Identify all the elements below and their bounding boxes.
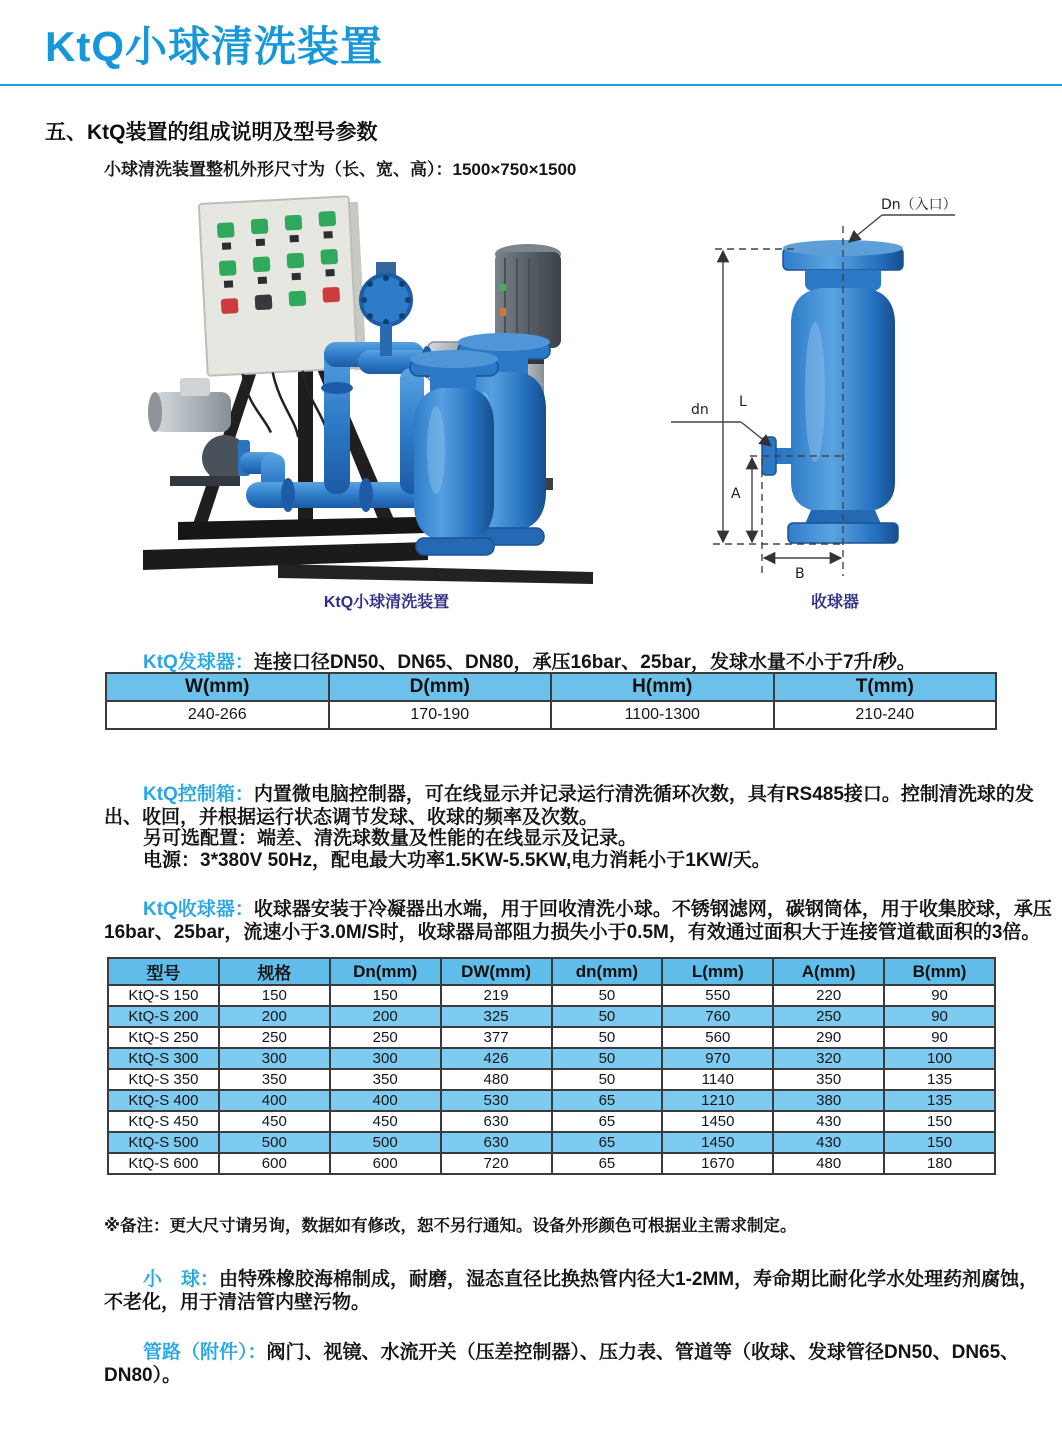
table-cell: 350 bbox=[219, 1069, 330, 1090]
table-cell: 760 bbox=[662, 1006, 773, 1027]
collector-label: KtQ收球器： bbox=[143, 899, 254, 920]
table-cell: 300 bbox=[330, 1048, 441, 1069]
table-cell: KtQ-S 500 bbox=[108, 1132, 219, 1153]
model-table-header-row bbox=[108, 958, 995, 985]
table-cell: 90 bbox=[884, 1027, 995, 1048]
column-header: B(mm) bbox=[884, 958, 995, 985]
label-dn: dn bbox=[691, 402, 709, 418]
page-title: KtQ小球清洗装置 bbox=[45, 23, 383, 70]
table-cell: 480 bbox=[441, 1069, 552, 1090]
table-row bbox=[108, 1048, 995, 1069]
launcher-text: 连接口径DN50、DN65、DN80，承压16bar、25bar，发球水量不小于7升/秒。 bbox=[253, 652, 916, 673]
overall-dimensions-text: 小球清洗装置整机外形尺寸为（长、宽、高）：1500×750×1500 bbox=[104, 160, 577, 179]
table-row bbox=[108, 1111, 995, 1132]
table-cell: 350 bbox=[773, 1069, 884, 1090]
table-cell: 290 bbox=[773, 1027, 884, 1048]
table-cell: 90 bbox=[884, 985, 995, 1006]
launcher-size-table bbox=[105, 672, 997, 730]
launcher-label: KtQ发球器： bbox=[143, 652, 254, 673]
control-box-label: KtQ控制箱： bbox=[143, 784, 254, 805]
table-cell: KtQ-S 250 bbox=[108, 1027, 219, 1048]
control-box-power-line: 电源：3*380V 50Hz，配电最大功率1.5KW-5.5KW,电力消耗小于1KW/天。 bbox=[143, 850, 771, 871]
ball-label: 小 球： bbox=[143, 1269, 220, 1290]
collector-dimension-drawing bbox=[655, 192, 1015, 586]
table-cell: 1450 bbox=[662, 1132, 773, 1153]
model-parameter-table bbox=[107, 957, 996, 1175]
table-cell: 250 bbox=[219, 1027, 330, 1048]
table-cell: 426 bbox=[441, 1048, 552, 1069]
table-cell: 530 bbox=[441, 1090, 552, 1111]
table-cell: 720 bbox=[441, 1153, 552, 1174]
table-cell: 300 bbox=[219, 1048, 330, 1069]
table-cell: 150 bbox=[330, 985, 441, 1006]
table-cell: 600 bbox=[219, 1153, 330, 1174]
table-cell: 50 bbox=[552, 1069, 663, 1090]
table-cell: 380 bbox=[773, 1090, 884, 1111]
table-note: ※备注：更大尺寸请另询，数据如有修改，恕不另行通知。设备外形颜色可根据业主需求制定。 bbox=[104, 1216, 797, 1235]
table-cell: KtQ-S 200 bbox=[108, 1006, 219, 1027]
title-divider bbox=[0, 84, 1062, 86]
table-row bbox=[108, 1153, 995, 1174]
device-caption: KtQ小球清洗装置 bbox=[323, 594, 450, 611]
table-cell: KtQ-S 150 bbox=[108, 985, 219, 1006]
table-cell: 170-190 bbox=[329, 701, 552, 729]
label-L: L bbox=[739, 394, 747, 410]
table-row bbox=[108, 1006, 995, 1027]
table-cell: KtQ-S 300 bbox=[108, 1048, 219, 1069]
table-cell: 150 bbox=[884, 1132, 995, 1153]
table-cell: 219 bbox=[441, 985, 552, 1006]
column-header: T(mm) bbox=[774, 673, 997, 701]
table-cell: 150 bbox=[884, 1111, 995, 1132]
table-cell: 135 bbox=[884, 1069, 995, 1090]
table-row bbox=[108, 1027, 995, 1048]
piping-label: 管路（附件）： bbox=[143, 1342, 267, 1363]
dimension-B bbox=[764, 558, 841, 582]
control-box-text: 内置微电脑控制器，可在线显示并记录运行清洗循环次数，具有RS485接口。控制清洗球的发出、收回，并根据运行状态调节发球、收球的频率及次数。 bbox=[104, 784, 1034, 828]
table-cell: 1450 bbox=[662, 1111, 773, 1132]
table-cell: 65 bbox=[552, 1111, 663, 1132]
column-header: D(mm) bbox=[329, 673, 552, 701]
ball-text: 由特殊橡胶海棉制成，耐磨，湿态直径比换热管内径大1-2MM，寿命期比耐化学水处理药剂腐蚀，不老化，用于清洁管内壁污物。 bbox=[104, 1269, 1039, 1313]
table-row bbox=[106, 701, 996, 729]
device-photo-illustration bbox=[128, 192, 645, 586]
dimension-A bbox=[731, 458, 752, 542]
table-cell: 320 bbox=[773, 1048, 884, 1069]
table-cell: 630 bbox=[441, 1132, 552, 1153]
collector-caption: 收球器 bbox=[810, 594, 859, 611]
table-cell: 1100-1300 bbox=[551, 701, 774, 729]
collector-text: 收球器安装于冷凝器出水端，用于回收清洗小球。不锈钢滤网，碳钢筒体，用于收集胶球，承压16bar、25bar，流速小于3.0M/S时，收球器局部阻力损失小于0.5M，有效通过面积大于连接管道截面积的3倍。 bbox=[104, 899, 1052, 943]
callout-dn bbox=[671, 402, 771, 446]
piping-text: 阀门、视镜、水流开关（压差控制器）、压力表、管道等（收球、发球管径DN50、DN65、DN80）。 bbox=[104, 1342, 1020, 1386]
column-header: A(mm) bbox=[773, 958, 884, 985]
control-box-paragraph bbox=[104, 784, 1054, 829]
table-cell: 480 bbox=[773, 1153, 884, 1174]
table-cell: 1670 bbox=[662, 1153, 773, 1174]
piping-paragraph bbox=[104, 1342, 1054, 1387]
table-cell: 200 bbox=[330, 1006, 441, 1027]
table-cell: 1140 bbox=[662, 1069, 773, 1090]
table-cell: 180 bbox=[884, 1153, 995, 1174]
table-cell: 325 bbox=[441, 1006, 552, 1027]
table-cell: 430 bbox=[773, 1132, 884, 1153]
label-B: B bbox=[795, 566, 805, 582]
table-cell: 250 bbox=[330, 1027, 441, 1048]
collector-vessel bbox=[762, 240, 903, 543]
column-header: 规格 bbox=[219, 958, 330, 985]
collector-paragraph bbox=[104, 899, 1054, 944]
table-cell: 450 bbox=[219, 1111, 330, 1132]
column-header: W(mm) bbox=[106, 673, 329, 701]
table-cell: 970 bbox=[662, 1048, 773, 1069]
table-cell: KtQ-S 400 bbox=[108, 1090, 219, 1111]
section-heading: 五、KtQ装置的组成说明及型号参数 bbox=[45, 121, 378, 144]
table-cell: 550 bbox=[662, 985, 773, 1006]
label-A: A bbox=[731, 486, 741, 502]
table-cell: 200 bbox=[219, 1006, 330, 1027]
ball-valve bbox=[361, 262, 411, 356]
control-box-options-line: 另可选配置：端差、清洗球数量及性能的在线显示及记录。 bbox=[143, 828, 638, 849]
table-cell: KtQ-S 600 bbox=[108, 1153, 219, 1174]
table-cell: 630 bbox=[441, 1111, 552, 1132]
table-cell: 240-266 bbox=[106, 701, 329, 729]
table-cell: 135 bbox=[884, 1090, 995, 1111]
table-row bbox=[108, 1090, 995, 1111]
column-header: 型号 bbox=[108, 958, 219, 985]
column-header: DW(mm) bbox=[441, 958, 552, 985]
table-cell: 430 bbox=[773, 1111, 884, 1132]
table-cell: 50 bbox=[552, 1048, 663, 1069]
table-cell: 50 bbox=[552, 1027, 663, 1048]
table-cell: 500 bbox=[330, 1132, 441, 1153]
table-cell: 250 bbox=[773, 1006, 884, 1027]
callout-inlet bbox=[849, 197, 957, 242]
table-cell: 90 bbox=[884, 1006, 995, 1027]
size-table-header-row bbox=[106, 673, 996, 701]
table-cell: KtQ-S 450 bbox=[108, 1111, 219, 1132]
table-cell: KtQ-S 350 bbox=[108, 1069, 219, 1090]
ball-paragraph bbox=[104, 1269, 1054, 1314]
table-cell: 400 bbox=[219, 1090, 330, 1111]
table-cell: 500 bbox=[219, 1132, 330, 1153]
table-cell: 350 bbox=[330, 1069, 441, 1090]
table-row bbox=[108, 1069, 995, 1090]
column-header: H(mm) bbox=[551, 673, 774, 701]
table-cell: 50 bbox=[552, 985, 663, 1006]
table-row bbox=[108, 985, 995, 1006]
table-cell: 150 bbox=[219, 985, 330, 1006]
column-header: dn(mm) bbox=[552, 958, 663, 985]
column-header: L(mm) bbox=[662, 958, 773, 985]
label-inlet: Dn（入口） bbox=[881, 197, 957, 213]
table-cell: 377 bbox=[441, 1027, 552, 1048]
table-cell: 450 bbox=[330, 1111, 441, 1132]
table-row bbox=[108, 1132, 995, 1153]
collector-diagram bbox=[655, 192, 1015, 586]
table-cell: 600 bbox=[330, 1153, 441, 1174]
table-cell: 65 bbox=[552, 1090, 663, 1111]
column-header: Dn(mm) bbox=[330, 958, 441, 985]
table-cell: 220 bbox=[773, 985, 884, 1006]
table-cell: 1210 bbox=[662, 1090, 773, 1111]
table-cell: 400 bbox=[330, 1090, 441, 1111]
table-cell: 210-240 bbox=[774, 701, 997, 729]
table-cell: 65 bbox=[552, 1132, 663, 1153]
table-cell: 560 bbox=[662, 1027, 773, 1048]
table-cell: 65 bbox=[552, 1153, 663, 1174]
device-photo bbox=[128, 192, 645, 586]
table-cell: 100 bbox=[884, 1048, 995, 1069]
table-cell: 50 bbox=[552, 1006, 663, 1027]
